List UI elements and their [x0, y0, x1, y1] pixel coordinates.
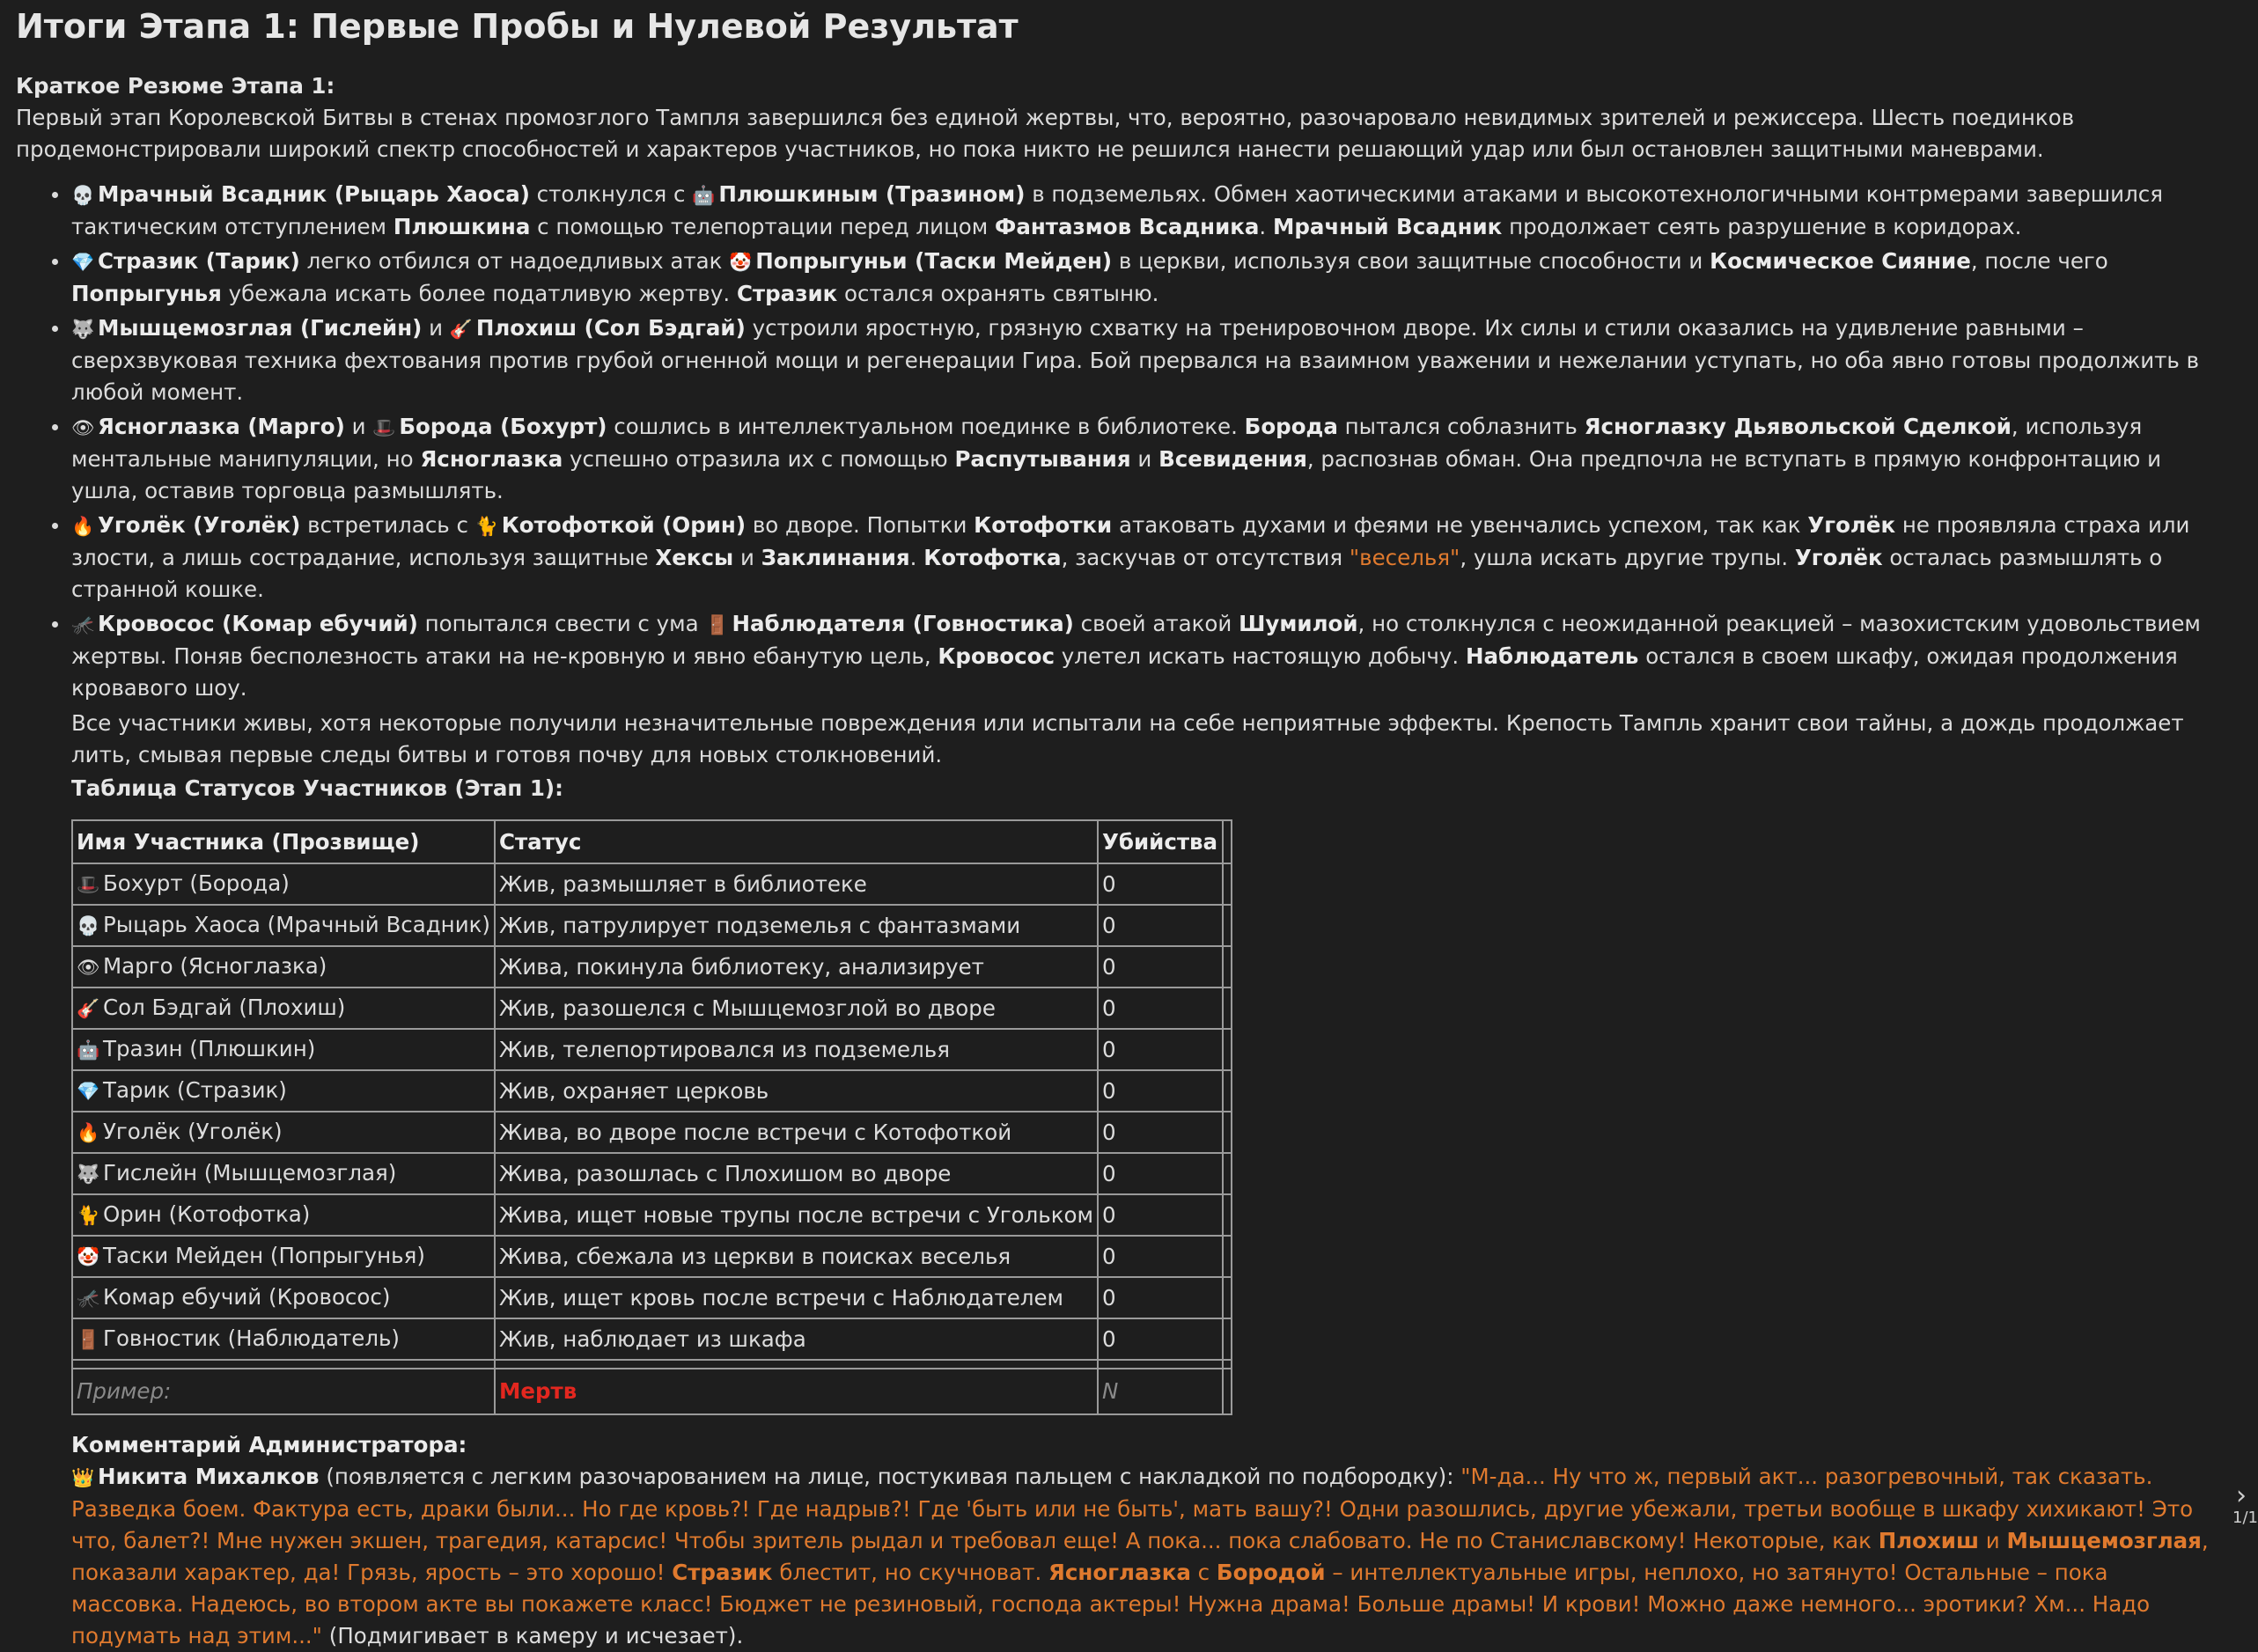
- example-kills: N: [1098, 1369, 1223, 1414]
- participant-name: [72, 1236, 495, 1277]
- character-icon: 🐈: [474, 516, 498, 537]
- spacer-cell: [495, 1360, 1098, 1369]
- bold-text: Мышцемозглая (Гислейн): [98, 315, 423, 341]
- participant-name-text: Тарик (Стразик): [103, 1077, 287, 1103]
- bold-text: Кровосос: [938, 643, 1055, 669]
- text-fragment: легко отбился от надоедливых атак: [299, 248, 730, 274]
- summary-text: Первый этап Королевской Битвы в стенах промозглого Тампля завершился без единой жертвы, что, вероятно, разочаровало невидимых зрителей и режиссера. Шесть поединков продемонстрировали широкий спектр способностей и характеров участников, но пока никто не решился нанести решающий удар или был остановлен защитными маневрами.: [16, 105, 2075, 162]
- stage-conclusion: Все участники живы, хотя некоторые получили незначительные повреждения или испытали на себе неприятные эффекты. Крепость Тампль хранит свои тайны, а дождь продолжает лить, смывая первые следы битвы и готовя почву для новых столкновений.: [71, 710, 2184, 767]
- blank-cell: [1223, 1318, 1232, 1360]
- text-fragment: , но столкнулся с неожиданной реакцией – мазохистским удовольствием жертвы. Поняв бесполезность атаки на не-кровную и явно ебанутую цель,: [71, 611, 2201, 669]
- text-fragment: с помощью телепортации перед лицом: [530, 214, 996, 239]
- blank-cell: [1223, 1153, 1232, 1194]
- participant-icon: 🎸: [77, 998, 100, 1019]
- text-fragment: блестит, но скучноват.: [772, 1560, 1049, 1585]
- bold-text: Плюшкиным (Тразином): [718, 181, 1026, 207]
- text-fragment: улетел искать настоящую добычу.: [1055, 643, 1466, 669]
- character-icon: 🚪: [705, 614, 729, 635]
- text-fragment: не проявляла страха или злости, а лишь сострадание, используя защитные: [71, 512, 2190, 570]
- status-table: [71, 819, 1232, 1415]
- participant-kills: 0: [1098, 1194, 1223, 1236]
- bold-text: Заклинания: [761, 545, 910, 570]
- participant-name-text: Орин (Котофотка): [103, 1201, 311, 1227]
- text-fragment: попытался свести с ума: [417, 611, 706, 636]
- participant-kills: 0: [1098, 863, 1223, 905]
- table-row: [72, 988, 1232, 1029]
- bold-text: Хексы: [655, 545, 734, 570]
- header-kills: Убийства: [1098, 820, 1223, 863]
- text-fragment: и: [1130, 446, 1159, 472]
- summary-heading: Краткое Резюме Этапа 1:: [16, 73, 335, 99]
- example-blank: [1223, 1369, 1232, 1414]
- admin-heading: Комментарий Администратора:: [71, 1432, 467, 1457]
- example-row: [72, 1369, 1232, 1414]
- character-icon: 👁: [71, 417, 95, 438]
- text-fragment: во дворе. Попытки: [746, 512, 975, 538]
- character-icon: 🔥: [71, 516, 95, 537]
- table-row: [72, 1112, 1232, 1153]
- participant-icon: 🤡: [77, 1246, 100, 1267]
- admin-text: [71, 1461, 2225, 1652]
- table-spacer-row: [72, 1360, 1232, 1369]
- participant-name: [72, 946, 495, 988]
- table-title: Таблица Статусов Участников (Этап 1):: [71, 775, 563, 801]
- bold-text: Попрыгунья: [71, 281, 222, 306]
- table-row: [72, 1070, 1232, 1112]
- participant-status: Жива, разошлась с Плохишом во дворе: [495, 1153, 1098, 1194]
- participant-icon: 🐺: [77, 1164, 100, 1185]
- bold-text: Котофоткой (Орин): [501, 512, 747, 538]
- admin-stage-direction: (появляется с легким разочарованием на лице, постукивая пальцем с накладкой по подбородку):: [319, 1464, 1461, 1489]
- text-fragment: столкнулся с: [529, 181, 693, 207]
- admin-comment: [71, 1429, 2225, 1652]
- text-fragment: остался охранять святыню.: [837, 281, 1159, 306]
- participant-kills: 0: [1098, 1070, 1223, 1112]
- text-fragment: , используя ментальные манипуляции, но: [71, 414, 2143, 472]
- bold-text: Наблюдатель: [1465, 643, 1639, 669]
- participant-name-text: Тразин (Плюшкин): [103, 1036, 316, 1061]
- participant-name-text: Таски Мейден (Попрыгунья): [103, 1243, 425, 1268]
- character-icon: 💎: [71, 252, 95, 273]
- participant-status: Жива, ищет новые трупы после встречи с Угольком: [495, 1194, 1098, 1236]
- participant-status: Жив, телепортировался из подземелья: [495, 1029, 1098, 1070]
- participant-name-text: Марго (Ясноглазка): [103, 953, 327, 979]
- battle-item: [71, 246, 2225, 310]
- header-name: Имя Участника (Прозвище): [72, 820, 495, 863]
- admin-quote: [71, 1464, 2209, 1648]
- battle-item: [71, 312, 2225, 408]
- participant-name: [72, 1070, 495, 1112]
- example-status: Мертв: [495, 1369, 1098, 1414]
- table-row: [72, 863, 1232, 905]
- character-icon: 🦟: [71, 614, 95, 635]
- battle-list: [16, 179, 2225, 704]
- participant-name: [72, 1029, 495, 1070]
- participant-kills: 0: [1098, 905, 1223, 946]
- participant-kills: 0: [1098, 1318, 1223, 1360]
- participant-name-text: Рыцарь Хаоса (Мрачный Всадник): [103, 912, 490, 937]
- bold-text: Мрачный Всадник (Рыцарь Хаоса): [98, 181, 530, 207]
- blank-cell: [1223, 1277, 1232, 1318]
- text-fragment: и: [422, 315, 450, 341]
- text-fragment: успешно отразила их с помощью: [563, 446, 955, 472]
- participant-icon: 🚪: [77, 1329, 100, 1350]
- text-fragment: .: [1259, 214, 1273, 239]
- participant-status: Жива, сбежала из церкви в поисках веселья: [495, 1236, 1098, 1277]
- battle-item: [71, 179, 2225, 243]
- participant-kills: 0: [1098, 1029, 1223, 1070]
- participant-name: [72, 1318, 495, 1360]
- table-row: [72, 905, 1232, 946]
- blank-cell: [1223, 1029, 1232, 1070]
- participant-name: [72, 1112, 495, 1153]
- bold-text: Распутывания: [954, 446, 1131, 472]
- blank-cell: [1223, 863, 1232, 905]
- participant-kills: 0: [1098, 946, 1223, 988]
- text-fragment: .: [909, 545, 924, 570]
- bold-text: Стразик: [736, 281, 838, 306]
- blank-cell: [1223, 946, 1232, 988]
- participant-kills: 0: [1098, 1236, 1223, 1277]
- participant-name-text: Комар ебучий (Кровосос): [103, 1284, 391, 1310]
- text-fragment: – интеллектуальные игры, неплохо, но затянуто! Остальные – пока массовка. Надеюсь, во втором акте вы покажете класс! Бюджет не резиновый, господа актеры! Нужна драма! Больше драмы! И крови! Можно даже немного... эротики? Хм... Надо подумать над этим...": [71, 1560, 2151, 1648]
- participant-name-text: Сол Бэдгай (Плохиш): [103, 995, 346, 1020]
- participant-icon: 🐈: [77, 1205, 100, 1226]
- text-fragment: и: [344, 414, 373, 439]
- participant-name-text: Бохурт (Борода): [103, 870, 290, 896]
- table-row: [72, 1194, 1232, 1236]
- bold-text: Плохиш (Сол Бэдгай): [475, 315, 746, 341]
- participant-name: [72, 1277, 495, 1318]
- blank-cell: [1223, 1194, 1232, 1236]
- battle-item: [71, 510, 2225, 606]
- bold-text: Плохиш: [1878, 1528, 1979, 1553]
- crown-icon: 👑: [71, 1467, 95, 1488]
- text-fragment: своей атакой: [1073, 611, 1239, 636]
- participant-name: [72, 1153, 495, 1194]
- participant-name-text: Уголёк (Уголёк): [103, 1119, 283, 1144]
- text-fragment: , показали характер, да! Грязь, ярость – это хорошо!: [71, 1528, 2209, 1585]
- text-fragment: осталась размышлять о странной кошке.: [71, 545, 2163, 602]
- bold-text: Котофотка: [923, 545, 1062, 570]
- bold-text: Всевидения: [1158, 446, 1307, 472]
- text-fragment: "М-да... Ну что ж, первый акт... разогревочный, так сказать. Разведка боем. Фактура есть, драки были... Но где кровь?! Где надрыв?! Где 'быть или не быть', мать вашу?! Одни разошлись, другие убежали, третьи вообще в шкафу хихикают! Это что, балет?! Мне нужен экшен, трагедия, катарсис! Чтобы зритель рыдал и требовал еще! А пока... пока слабовато. Не по Станиславскому! Некоторые, как: [71, 1464, 2194, 1553]
- bold-text: Ясноглазку Дьявольской Сделкой: [1584, 414, 2012, 439]
- bold-text: Котофотки: [974, 512, 1113, 538]
- bold-text: Уголёк: [1807, 512, 1896, 538]
- bold-text: Ясноглазка (Марго): [98, 414, 345, 439]
- participant-status: Жив, ищет кровь после встречи с Наблюдателем: [495, 1277, 1098, 1318]
- bold-text: Уголёк: [1794, 545, 1883, 570]
- blank-cell: [1223, 988, 1232, 1029]
- participant-name: [72, 1194, 495, 1236]
- table-row: [72, 1153, 1232, 1194]
- participant-icon: 🔥: [77, 1122, 100, 1143]
- participant-status: Жив, охраняет церковь: [495, 1070, 1098, 1112]
- bold-text: Борода (Бохурт): [399, 414, 607, 439]
- text-fragment: и: [1978, 1528, 2007, 1553]
- text-fragment: , распознав обман. Она предпочла не вступать в прямую конфронтацию и ушла, оставив торговца размышлять.: [71, 446, 2162, 503]
- participant-status: Жива, покинула библиотеку, анализирует: [495, 946, 1098, 988]
- participant-kills: 0: [1098, 1277, 1223, 1318]
- text-fragment: , заскучав от отсутствия: [1061, 545, 1350, 570]
- spacer-cell: [72, 1360, 495, 1369]
- bold-text: Борода: [1244, 414, 1338, 439]
- text-fragment: , после чего: [1970, 248, 2108, 274]
- bold-text: Мышцемозглая: [2006, 1528, 2202, 1553]
- text-fragment: остался в своем шкафу, ожидая продолжения кровавого шоу.: [71, 643, 2178, 701]
- participant-kills: 0: [1098, 1153, 1223, 1194]
- participant-status: Жив, патрулирует подземелья с фантазмами: [495, 905, 1098, 946]
- participant-icon: 🦟: [77, 1288, 100, 1309]
- participant-name-text: Гислейн (Мышцемозглая): [103, 1160, 397, 1186]
- character-icon: 🎩: [372, 417, 396, 438]
- battle-item: [71, 608, 2225, 704]
- text-fragment: с: [1190, 1560, 1217, 1585]
- character-icon: 💀: [71, 185, 95, 206]
- participant-name: [72, 863, 495, 905]
- bold-text: Космическое Сияние: [1710, 248, 1971, 274]
- text-fragment: убежала искать более податливую жертву.: [221, 281, 737, 306]
- blank-cell: [1223, 1070, 1232, 1112]
- text-fragment: в подземельях. Обмен хаотическими атаками и высокотехнологичными контрмерами завершился тактическим отступлением: [71, 181, 2163, 239]
- participant-status: Жив, размышляет в библиотеке: [495, 863, 1098, 905]
- participant-icon: 👁: [77, 957, 100, 978]
- participant-icon: 💀: [77, 915, 100, 936]
- page-title: Итоги Этапа 1: Первые Пробы и Нулевой Результат: [16, 7, 1019, 46]
- table-row: [72, 1236, 1232, 1277]
- text-fragment: продолжает сеять разрушение в коридорах.: [1502, 214, 2022, 239]
- participant-kills: 0: [1098, 1112, 1223, 1153]
- character-icon: 🤖: [692, 185, 716, 206]
- table-row: [72, 1277, 1232, 1318]
- header-blank: [1223, 820, 1232, 863]
- bold-text: Попрыгуньи (Таски Мейден): [755, 248, 1113, 274]
- participant-icon: 🤖: [77, 1039, 100, 1061]
- participant-icon: 💎: [77, 1081, 100, 1102]
- bold-text: Стразик: [672, 1560, 773, 1585]
- spacer-cell: [1098, 1360, 1223, 1369]
- participant-name: [72, 988, 495, 1029]
- bold-text: Плюшкина: [393, 214, 531, 239]
- bold-text: Наблюдателя (Говностика): [732, 611, 1074, 636]
- participant-status: Жив, разошелся с Мышцемозглой во дворе: [495, 988, 1098, 1029]
- admin-name: Никита Михалков: [98, 1464, 320, 1489]
- table-row: [72, 1029, 1232, 1070]
- text-fragment: встретилась с: [300, 512, 475, 538]
- blank-cell: [1223, 1112, 1232, 1153]
- table-row: [72, 1318, 1232, 1360]
- participant-name: [72, 905, 495, 946]
- blank-cell: [1223, 905, 1232, 946]
- blank-cell: [1223, 1236, 1232, 1277]
- document: [16, 0, 2225, 1652]
- text-fragment: сошлись в интеллектуальном поединке в библиотеке.: [607, 414, 1245, 439]
- bold-text: Бородой: [1216, 1560, 1326, 1585]
- bold-text: Стразик (Тарик): [98, 248, 300, 274]
- table-row: [72, 946, 1232, 988]
- participant-status: Жив, наблюдает из шкафа: [495, 1318, 1098, 1360]
- participant-icon: 🎩: [77, 874, 100, 895]
- example-name: Пример:: [72, 1369, 495, 1414]
- bold-text: Шумилой: [1239, 611, 1358, 636]
- character-icon: 🎸: [449, 319, 473, 340]
- bold-text: Ясноглазка: [420, 446, 563, 472]
- admin-closing: (Подмигивает в камеру и исчезает).: [321, 1623, 744, 1648]
- page-counter: 1/1: [2232, 1509, 2258, 1527]
- battle-item: [71, 411, 2225, 507]
- highlight-text: "веселья": [1349, 545, 1460, 570]
- table-body: [72, 863, 1232, 1360]
- page-navigation: [2232, 1480, 2258, 1527]
- participant-name-text: Говностик (Наблюдатель): [103, 1325, 400, 1351]
- character-icon: 🐺: [71, 319, 95, 340]
- participant-status: Жива, во дворе после встречи с Котофоткой: [495, 1112, 1098, 1153]
- text-fragment: устроили яростную, грязную схватку на тренировочном дворе. Их силы и стили оказались на удивление равными – сверхзвуковая техника фехтования против грубой огненной мощи и регенерации Гира. Бой прервался на взаимном уважении и нежелании уступать, но оба явно готовы продолжить в любой момент.: [71, 315, 2200, 405]
- text-fragment: атаковать духами и феями не увенчались успехом, так как: [1112, 512, 1808, 538]
- next-page-icon[interactable]: ›: [2236, 1480, 2247, 1511]
- bold-text: Уголёк (Уголёк): [98, 512, 301, 538]
- text-fragment: пытался соблазнить: [1337, 414, 1585, 439]
- text-fragment: , ушла искать другие трупы.: [1460, 545, 1795, 570]
- table-header-row: [72, 820, 1232, 863]
- bold-text: Фантазмов Всадника: [995, 214, 1260, 239]
- bold-text: Мрачный Всадник: [1273, 214, 1503, 239]
- text-fragment: и: [733, 545, 761, 570]
- bold-text: Ясноглазка: [1048, 1560, 1191, 1585]
- spacer-cell: [1223, 1360, 1232, 1369]
- character-icon: 🤡: [729, 252, 753, 273]
- header-status: Статус: [495, 820, 1098, 863]
- text-fragment: в церкви, используя свои защитные способности и: [1112, 248, 1710, 274]
- participant-kills: 0: [1098, 988, 1223, 1029]
- bold-text: Кровосос (Комар ебучий): [98, 611, 418, 636]
